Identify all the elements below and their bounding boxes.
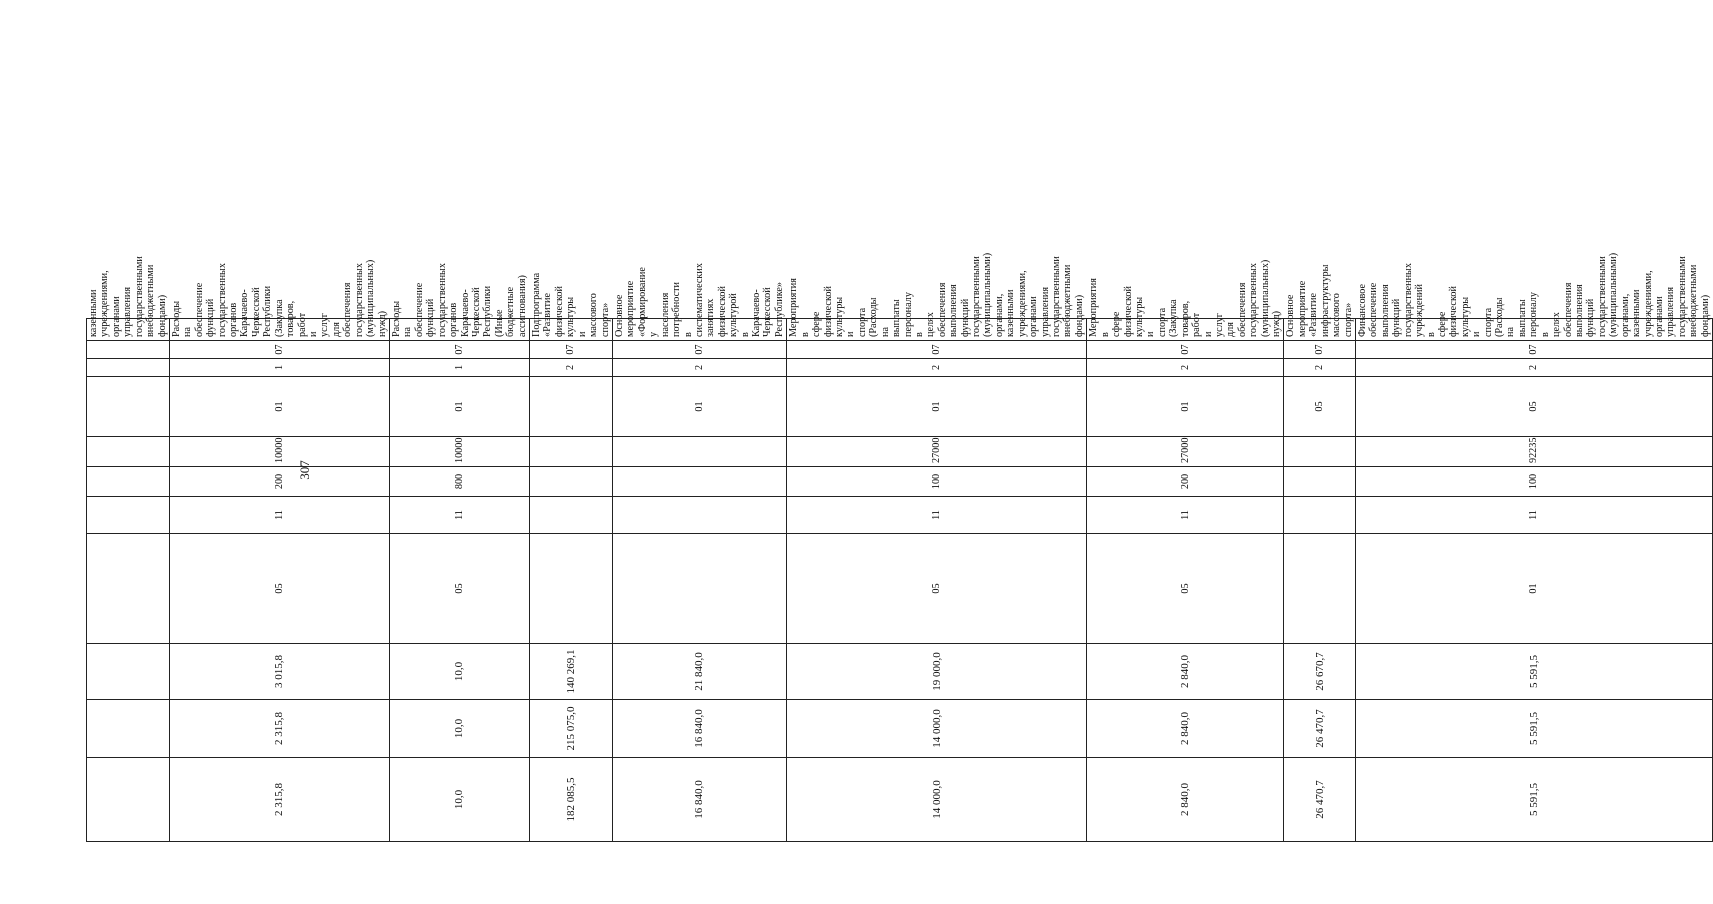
- code-4: 27000: [1087, 437, 1284, 467]
- code-6: 11: [1087, 497, 1284, 534]
- table-row: [169, 30, 389, 842]
- value-1: [87, 644, 170, 700]
- value-2: 16 840,0: [612, 700, 786, 758]
- code-4: 27000: [787, 437, 1087, 467]
- code-6: 11: [1355, 497, 1712, 534]
- code-5: 800: [389, 467, 529, 497]
- code-1: 07: [389, 341, 529, 359]
- value-3: 5 591,5: [1355, 758, 1712, 842]
- value-3: 2 840,0: [1087, 758, 1284, 842]
- code-4: [530, 437, 613, 467]
- code-4: 10000: [169, 437, 389, 467]
- budget-table: [86, 29, 1713, 842]
- table-row: [612, 30, 786, 842]
- value-2: 5 591,5: [1355, 700, 1712, 758]
- table-row: [389, 30, 529, 842]
- code-1: 07: [530, 341, 613, 359]
- row-name: Финансовое обеспечение выполнения функций государственных учреждений в сфере физической культуры и спорта (Расходы на выплаты персоналу в целях обеспечения выполнения функций государственными (муниципальными) органами, казенными учреждениями, органами управления государственными внебюджетными фондами): [1355, 319, 1712, 341]
- code-1: 07: [612, 341, 786, 359]
- rotated-page: [86, 30, 1711, 842]
- code-6: [530, 497, 613, 534]
- value-2: 14 000,0: [787, 700, 1087, 758]
- value-1: 21 840,0: [612, 644, 786, 700]
- code-2: 2: [1284, 359, 1356, 377]
- row-name: Мероприятия в сфере физической культуры и спорта (Расходы на выплаты персоналу в целях обеспечения выполнения функций государственными (муниципальными) органами, казенными учреждениями, органами управления государственными внебюджетными фондами): [787, 319, 1087, 341]
- code-3: 01: [787, 377, 1087, 437]
- value-1: 19 000,0: [787, 644, 1087, 700]
- value-3: [87, 758, 170, 842]
- code-6: 11: [787, 497, 1087, 534]
- value-1: 3 015,8: [169, 644, 389, 700]
- table-row: [87, 30, 170, 842]
- code-1: 07: [1284, 341, 1356, 359]
- page-number: 307: [297, 460, 312, 480]
- value-1: 140 269,1: [530, 644, 613, 700]
- code-3: 01: [169, 377, 389, 437]
- value-2: 2 315,8: [169, 700, 389, 758]
- value-2: 215 075,0: [530, 700, 613, 758]
- code-7: 05: [1087, 534, 1284, 644]
- code-5: 200: [169, 467, 389, 497]
- code-1: 07: [169, 341, 389, 359]
- table-row: [1284, 30, 1356, 842]
- code-2: [87, 359, 170, 377]
- code-7: 05: [169, 534, 389, 644]
- row-name: казенными учреждениями, органами управления государственными внебюджетными фондами): [87, 319, 170, 341]
- value-3: 2 315,8: [169, 758, 389, 842]
- code-2: 1: [389, 359, 529, 377]
- value-2: 10,0: [389, 700, 529, 758]
- code-5: [1284, 467, 1356, 497]
- code-2: 2: [530, 359, 613, 377]
- value-1: 2 840,0: [1087, 644, 1284, 700]
- code-1: [87, 341, 170, 359]
- code-3: [87, 377, 170, 437]
- value-3: 26 470,7: [1284, 758, 1356, 842]
- code-3: 05: [1355, 377, 1712, 437]
- code-6: 11: [169, 497, 389, 534]
- code-6: [612, 497, 786, 534]
- code-6: 11: [389, 497, 529, 534]
- code-4: 92235: [1355, 437, 1712, 467]
- code-1: 07: [1087, 341, 1284, 359]
- code-3: 01: [1087, 377, 1284, 437]
- value-1: 26 670,7: [1284, 644, 1356, 700]
- code-3: 01: [612, 377, 786, 437]
- code-7: [87, 534, 170, 644]
- code-4: [612, 437, 786, 467]
- code-5: 100: [1355, 467, 1712, 497]
- code-4: [1284, 437, 1356, 467]
- code-7: 05: [389, 534, 529, 644]
- code-2: 2: [787, 359, 1087, 377]
- code-7: 05: [787, 534, 1087, 644]
- row-name: Основное мероприятие «Формирование у населения потребности в систематических занятиях физической культурой в Карачаево-Черкесской Республике»: [612, 319, 786, 341]
- value-3: 10,0: [389, 758, 529, 842]
- code-6: [87, 497, 170, 534]
- code-6: [1284, 497, 1356, 534]
- value-2: [87, 700, 170, 758]
- code-1: 07: [1355, 341, 1712, 359]
- value-3: 182 085,5: [530, 758, 613, 842]
- table-row: [530, 30, 613, 842]
- row-name: Расходы на обеспечение функций государственных органов Карачаево-Черкесской Республики (Иные бюджетные ассигнования): [389, 319, 529, 341]
- row-name: Мероприятия в сфере физической культуры и спорта (Закупка товаров, работ и услуг для обеспечения государственных (муниципальных) нужд): [1087, 319, 1284, 341]
- code-5: [87, 467, 170, 497]
- value-2: 2 840,0: [1087, 700, 1284, 758]
- value-1: 5 591,5: [1355, 644, 1712, 700]
- code-7: [530, 534, 613, 644]
- code-2: 2: [612, 359, 786, 377]
- table-row: [1355, 30, 1712, 842]
- code-5: 200: [1087, 467, 1284, 497]
- code-7: 01: [1355, 534, 1712, 644]
- value-3: 14 000,0: [787, 758, 1087, 842]
- code-3: [530, 377, 613, 437]
- code-7: [1284, 534, 1356, 644]
- code-5: [612, 467, 786, 497]
- value-3: 16 840,0: [612, 758, 786, 842]
- code-1: 07: [787, 341, 1087, 359]
- code-5: 100: [787, 467, 1087, 497]
- code-4: 10000: [389, 437, 529, 467]
- code-2: 2: [1355, 359, 1712, 377]
- code-3: 05: [1284, 377, 1356, 437]
- value-1: 10,0: [389, 644, 529, 700]
- table-row: [1087, 30, 1284, 842]
- code-2: 1: [169, 359, 389, 377]
- code-4: [87, 437, 170, 467]
- code-5: [530, 467, 613, 497]
- code-7: [612, 534, 786, 644]
- row-name: Расходы на обеспечение функций государственных органов Карачаево-Черкесской Республики (Закупка товаров, работ и услуг для обеспечения государственных (муниципальных) нужд): [169, 319, 389, 341]
- row-name: Подпрограмма «Развитие физической культуры и массового спорта»: [530, 319, 613, 341]
- code-2: 2: [1087, 359, 1284, 377]
- table-row: [787, 30, 1087, 842]
- value-2: 26 470,7: [1284, 700, 1356, 758]
- row-name: Основное мероприятие «Развитие инфраструктуры массового спорта»: [1284, 319, 1356, 341]
- code-3: 01: [389, 377, 529, 437]
